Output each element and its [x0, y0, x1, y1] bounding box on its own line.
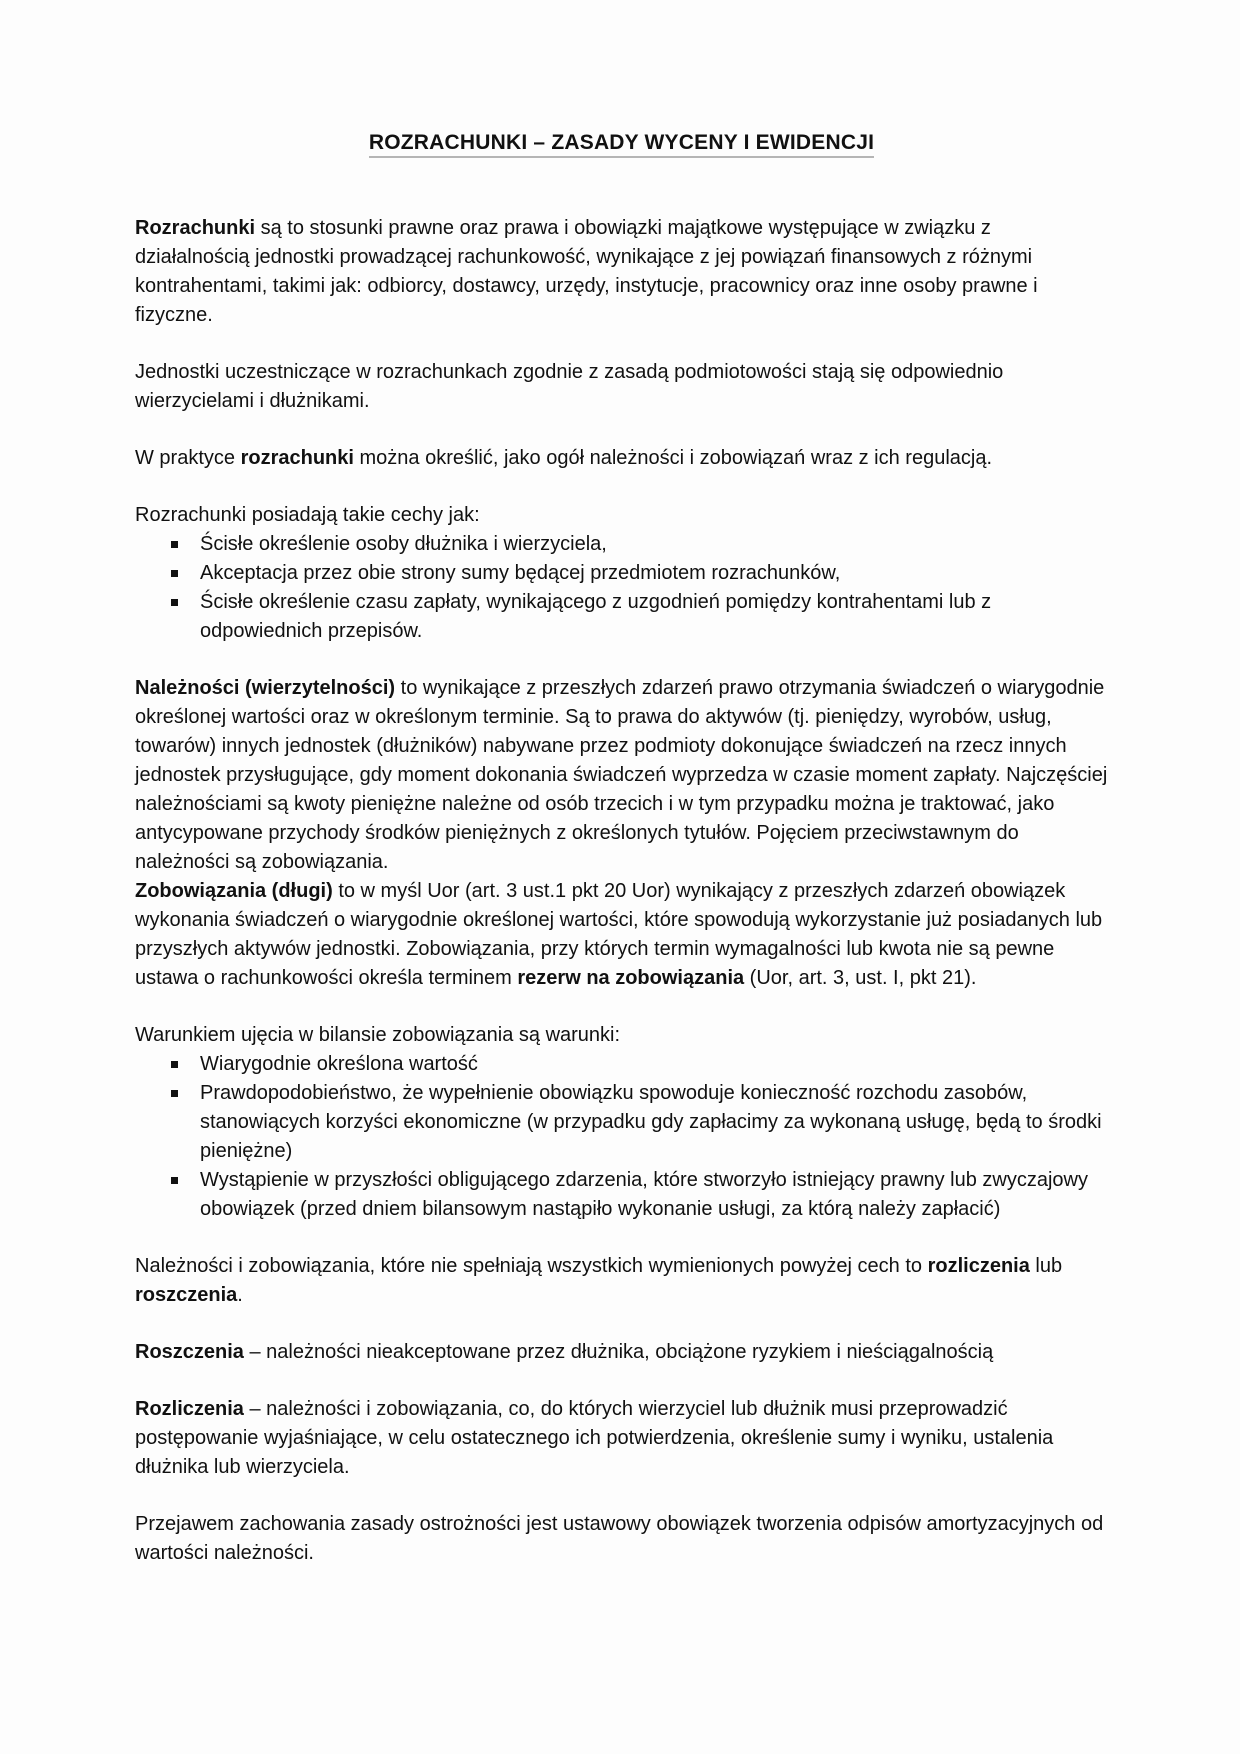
paragraph — [135, 1021, 1108, 1050]
text-run: to wynikające z przeszłych zdarzeń prawo otrzymania świadczeń o wiarygodnie określonej wartości oraz w określonym terminie. Są to prawa do aktywów (tj. pieniędzy, wyrobów, usług, towarów) innych jednostek (dłużników) nabywane przez podmioty dokonujące świadczeń na rzecz innych jednostek przysługujące, gdy moment dokonania świadczeń wyprzedza w czasie moment zapłaty. Najczęściej należnościami są kwoty pieniężne należne od osób trzecich i w tym przypadku można je traktować, jako antycypowane przychody środków pieniężnych z określonych tytułów. Pojęciem przeciwstawnym do należności są zobowiązania. — [135, 677, 1108, 873]
bullet-square-icon — [171, 1061, 178, 1068]
text-run-bold: Należności (wierzytelności) — [135, 677, 396, 699]
bullet-square-icon — [171, 541, 178, 548]
text-run-bold: rezerw na zobowiązania — [517, 967, 745, 989]
text-run: Należności i zobowiązania, które nie spełniają wszystkich wymienionych powyżej cech to — [135, 1255, 928, 1277]
text-run: Rozrachunki posiadają takie cechy jak: — [135, 504, 480, 526]
text-run: to w myśl Uor (art. 3 ust.1 pkt 20 Uor) wynikający z przeszłych zdarzeń obowiązek wykonania świadczeń o wiarygodnie określonej wartości, które spowodują wykorzystanie już posiadanych lub przyszłych aktywów jednostki. Zobowiązania, przy których termin wymagalności lub kwota nie są pewne ustawa o rachunkowości określa terminem — [135, 880, 1103, 989]
page-title — [135, 128, 1108, 158]
paragraph — [135, 444, 1108, 473]
text-run-bold: rozliczenia — [927, 1255, 1030, 1277]
list-item-text — [200, 1053, 478, 1075]
list-item-text — [200, 1082, 1102, 1162]
list-item-text — [200, 533, 607, 555]
text-run: W praktyce — [135, 447, 241, 469]
paragraph — [135, 358, 1108, 416]
list-item — [135, 1079, 1108, 1166]
text-run-bold: Rozrachunki — [135, 217, 256, 239]
text-run: Ścisłe określenie czasu zapłaty, wynikającego z uzgodnień pomiędzy kontrahentami lub z odpowiednich przepisów. — [200, 591, 992, 642]
text-run: są to stosunki prawne oraz prawa i obowiązki majątkowe występujące w związku z działalnością jednostki prowadzącej rachunkowość, wynikające z jej powiązań finansowych z różnymi kontrahentami, takimi jak: odbiorcy, dostawcy, urzędy, instytucje, pracownicy oraz inne osoby prawne i fizyczne. — [135, 217, 1038, 326]
text-run: – należności i zobowiązania, co, do których wierzyciel lub dłużnik musi przeprowadzić postępowanie wyjaśniające, w celu ostatecznego ich potwierdzenia, określenie sumy i wyniku, ustalenia dłużnika lub wierzyciela. — [135, 1398, 1054, 1478]
list-item — [135, 588, 1108, 646]
text-run: Przejawem zachowania zasady ostrożności jest ustawowy obowiązek tworzenia odpisów amortyzacyjnych od wartości należności. — [135, 1513, 1104, 1564]
paragraph — [135, 1252, 1108, 1310]
paragraph — [135, 1395, 1108, 1482]
text-run-bold: Rozliczenia — [135, 1398, 244, 1420]
bullet-list — [135, 1050, 1108, 1224]
page-title-text: ROZRACHUNKI – ZASADY WYCENY I EWIDENCJI — [369, 131, 874, 158]
bullet-square-icon — [171, 570, 178, 577]
text-run: Wystąpienie w przyszłości obligującego zdarzenia, które stworzyło istniejący prawny lub zwyczajowy obowiązek (przed dniem bilansowym nastąpiło wykonanie usługi, za którą należy zapłacić) — [200, 1169, 1088, 1220]
text-run: Prawdopodobieństwo, że wypełnienie obowiązku spowoduje konieczność rozchodu zasobów, stanowiących korzyści ekonomiczne (w przypadku gdy zapłacimy za wykonaną usługę, będą to środki pieniężne) — [200, 1082, 1102, 1162]
text-run-bold: rozrachunki — [240, 447, 354, 469]
list-item-text — [200, 591, 991, 642]
text-run: lub — [1029, 1255, 1063, 1277]
paragraph — [135, 674, 1108, 993]
paragraph — [135, 501, 1108, 530]
list-item — [135, 1166, 1108, 1224]
document-body — [135, 214, 1108, 1568]
text-run: można określić, jako ogół należności i zobowiązań wraz z ich regulacją. — [353, 447, 993, 469]
list-item-text — [200, 1169, 1088, 1220]
text-run: (Uor, art. 3, ust. I, pkt 21). — [744, 967, 977, 989]
text-run: – należności nieakceptowane przez dłużnika, obciążone ryzykiem i nieściągalnością — [243, 1341, 994, 1363]
paragraph — [135, 1510, 1108, 1568]
bullet-list — [135, 530, 1108, 646]
list-item — [135, 1050, 1108, 1079]
text-run: Jednostki uczestniczące w rozrachunkach zgodnie z zasadą podmiotowości stają się odpowiednio wierzycielami i dłużnikami. — [135, 361, 1004, 412]
list-item-text — [200, 562, 840, 584]
text-run: Wiarygodnie określona wartość — [200, 1053, 478, 1075]
paragraph — [135, 214, 1108, 330]
bullet-square-icon — [171, 1177, 178, 1184]
text-run: Akceptacja przez obie strony sumy będącej przedmiotem rozrachunków, — [200, 562, 841, 584]
text-run: Warunkiem ujęcia w bilansie zobowiązania są warunki: — [135, 1024, 621, 1046]
list-item — [135, 559, 1108, 588]
text-run: . — [237, 1284, 243, 1306]
text-run-bold: roszczenia — [135, 1284, 238, 1306]
text-run-bold: Zobowiązania (długi) — [135, 880, 333, 902]
paragraph — [135, 1338, 1108, 1367]
bullet-square-icon — [171, 599, 178, 606]
bullet-square-icon — [171, 1090, 178, 1097]
list-item — [135, 530, 1108, 559]
text-run-bold: Roszczenia — [135, 1341, 244, 1363]
text-run: Ścisłe określenie osoby dłużnika i wierzyciela, — [200, 533, 607, 555]
